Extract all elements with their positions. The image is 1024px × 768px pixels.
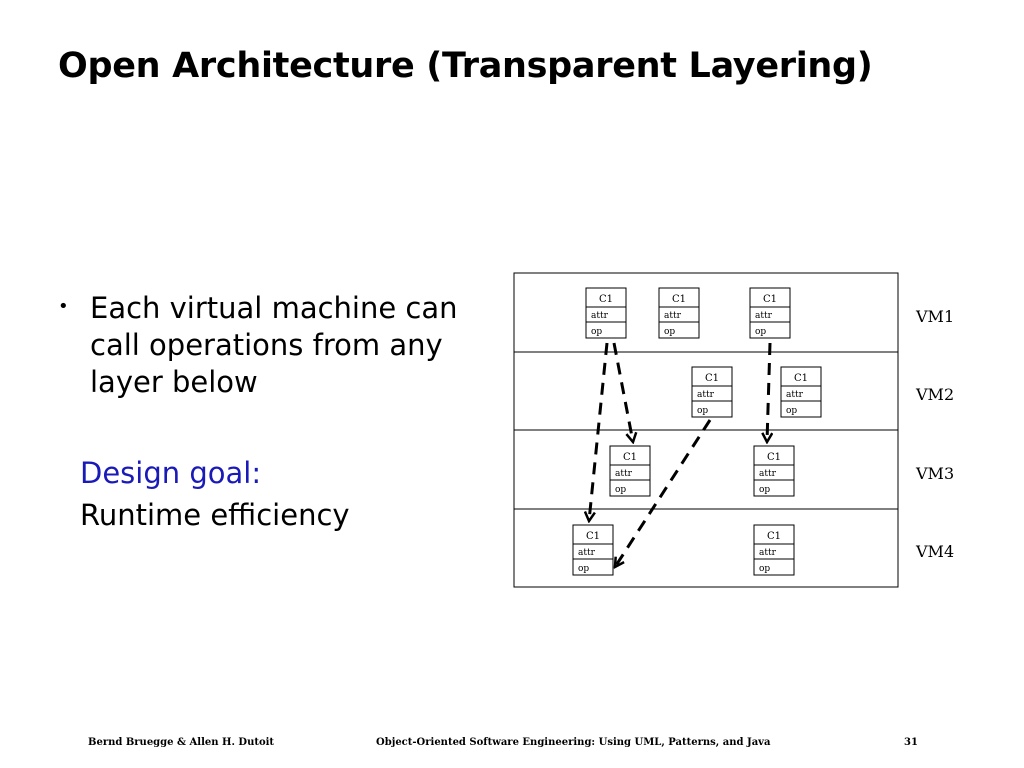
layer-label-vm4: VM4: [916, 542, 955, 561]
class-op: op: [664, 327, 676, 337]
footer-authors: Bernd Bruegge & Allen H. Dutoit: [88, 737, 275, 748]
class-box-vm4-1: [573, 525, 613, 575]
class-op: op: [591, 327, 603, 337]
class-attr: attr: [759, 469, 776, 479]
footer-book-title: Object-Oriented Software Engineering: Using UML, Patterns, and Java: [376, 737, 771, 748]
layer-label-vm3: VM3: [916, 464, 955, 483]
class-box-vm4-2: [754, 525, 794, 575]
class-box-vm2-2: [781, 367, 821, 417]
class-attr: attr: [615, 469, 632, 479]
class-box-vm1-3: [750, 288, 790, 338]
class-attr: attr: [759, 548, 776, 558]
call-arrow: [614, 343, 633, 442]
class-attr: attr: [755, 311, 772, 321]
class-box-vm3-1: [610, 446, 650, 496]
class-op: op: [786, 406, 798, 416]
class-box-vm1-2: [659, 288, 699, 338]
footer-page-number: 31: [904, 737, 918, 748]
class-box-vm3-2: [754, 446, 794, 496]
call-arrow: [589, 343, 607, 521]
design-goal-value: Runtime efficiency: [80, 498, 350, 532]
layer-label-vm2: VM2: [916, 385, 955, 404]
class-op: op: [755, 327, 767, 337]
class-name: C1: [793, 373, 809, 384]
class-name: C1: [585, 531, 601, 542]
class-attr: attr: [697, 390, 714, 400]
slide-title: Open Architecture (Transparent Layering): [58, 46, 873, 86]
class-name: C1: [762, 294, 778, 305]
class-op: op: [578, 564, 590, 574]
class-attr: attr: [578, 548, 595, 558]
class-name: C1: [622, 452, 638, 463]
class-name: C1: [671, 294, 687, 305]
class-box-vm1-1: [586, 288, 626, 338]
layer-label-vm1: VM1: [916, 307, 955, 326]
class-attr: attr: [591, 311, 608, 321]
class-name: C1: [704, 373, 720, 384]
class-attr: attr: [664, 311, 681, 321]
class-name: C1: [766, 531, 782, 542]
call-arrow: [767, 343, 770, 442]
class-op: op: [615, 485, 627, 495]
class-box-vm2-1: [692, 367, 732, 417]
class-name: C1: [598, 294, 614, 305]
bullet-symbol: •: [58, 296, 69, 317]
class-op: op: [759, 564, 771, 574]
class-op: op: [759, 485, 771, 495]
class-attr: attr: [786, 390, 803, 400]
class-name: C1: [766, 452, 782, 463]
design-goal-label: Design goal:: [80, 456, 262, 490]
bullet-text: Each virtual machine can call operations from any layer below: [90, 291, 458, 399]
class-op: op: [697, 406, 709, 416]
